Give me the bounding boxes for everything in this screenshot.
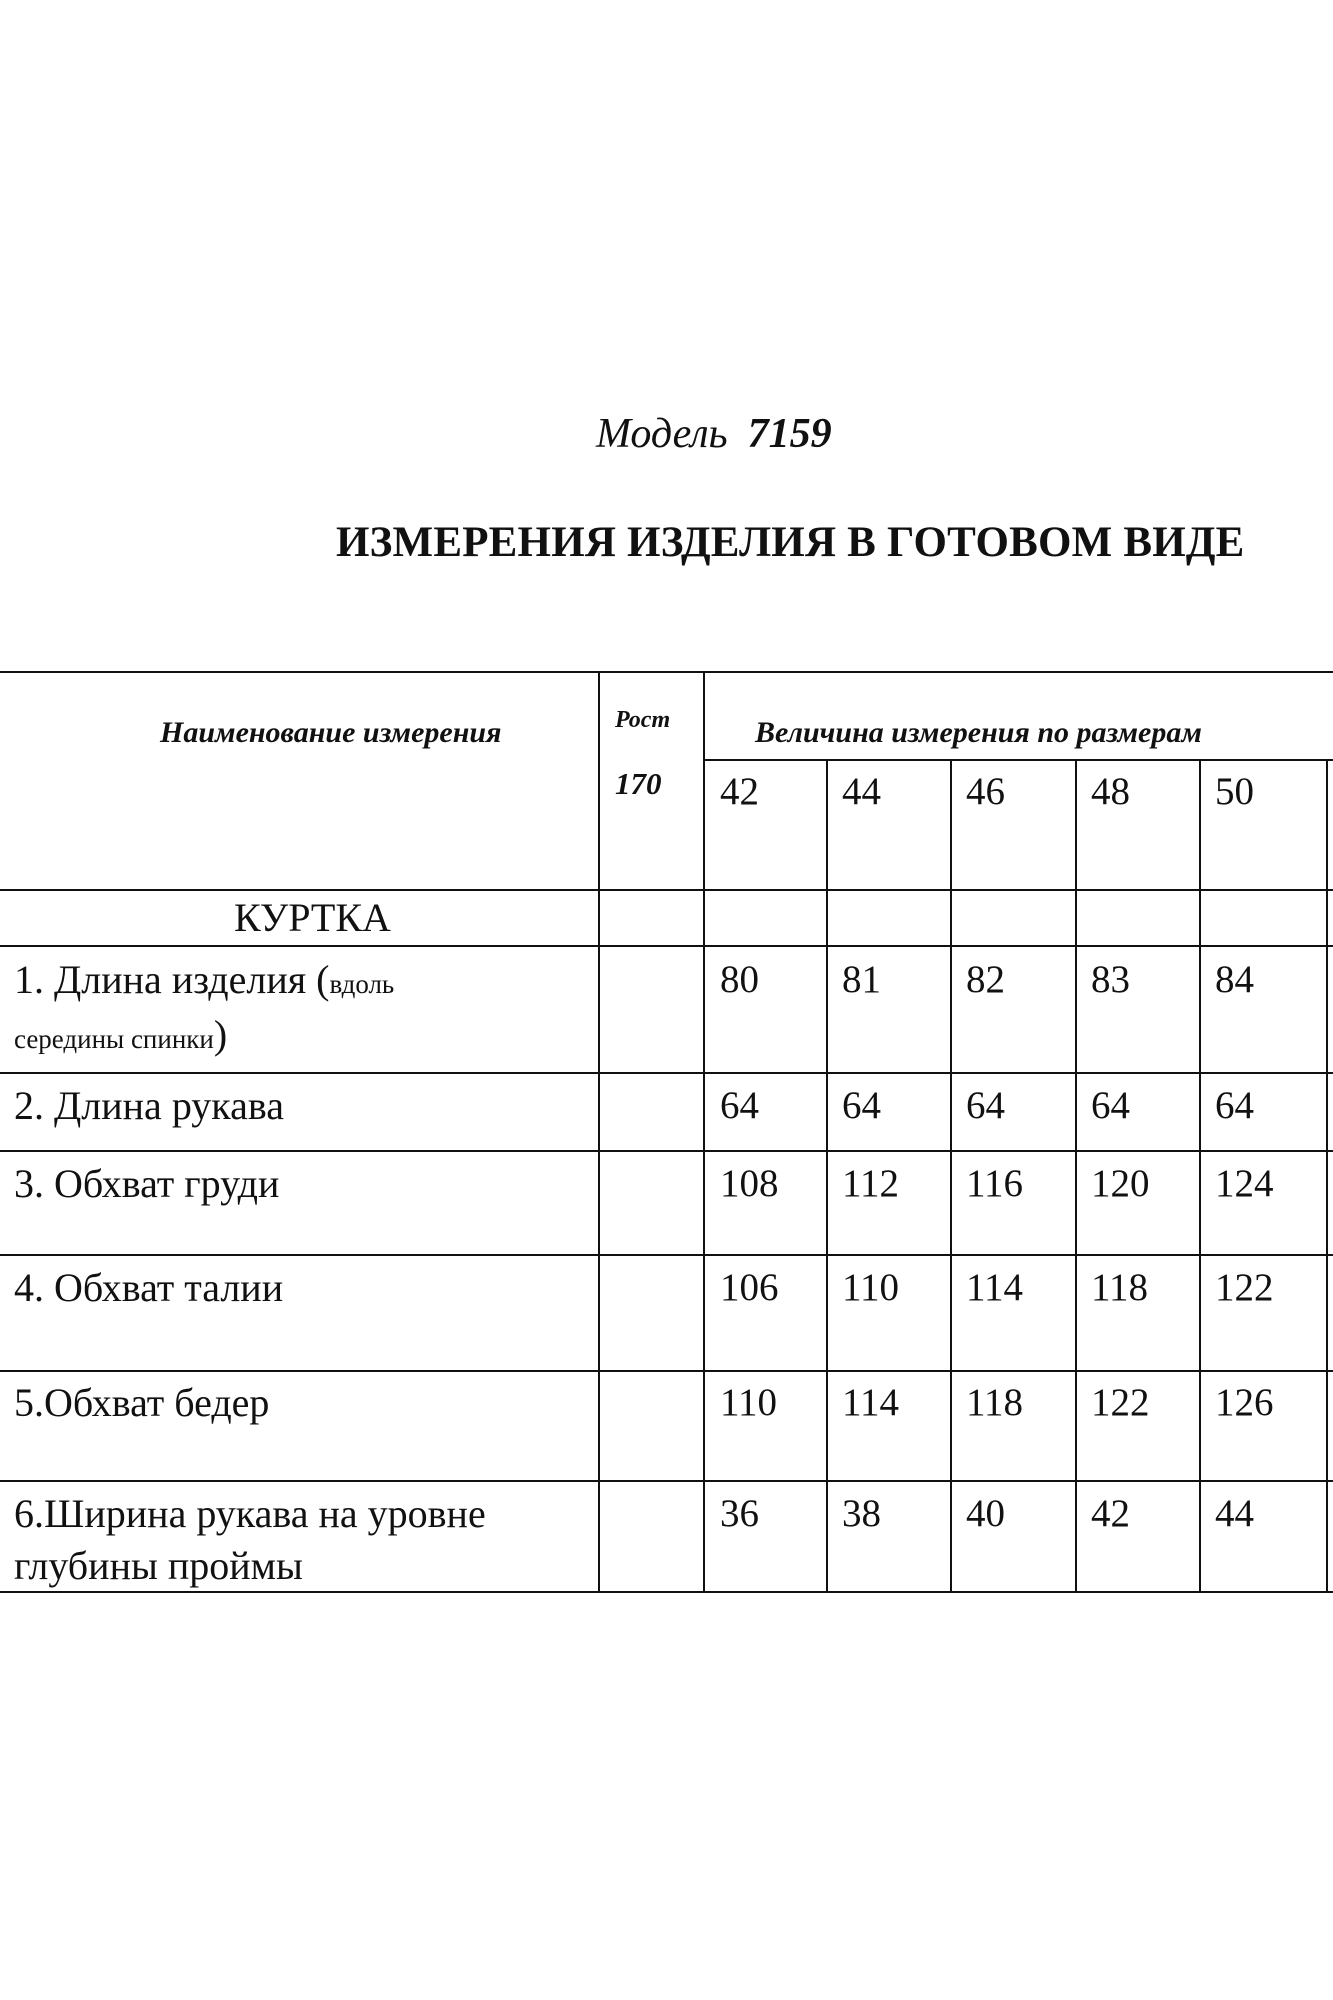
row-label-line2: глубины проймы	[14, 1543, 303, 1588]
size-header-cell: 42	[720, 770, 759, 813]
value-cell: 82	[966, 958, 1005, 1001]
value-cell: 114	[842, 1381, 900, 1424]
row-divider	[0, 1254, 1333, 1256]
column-divider	[1326, 759, 1328, 1593]
model-label: Модель	[596, 411, 728, 457]
header-measurement-name: Наименование измерения	[160, 716, 502, 749]
row-label: 3. Обхват груди	[14, 1161, 280, 1206]
header-height-label: Рост	[615, 707, 671, 733]
value-cell: 106	[720, 1266, 779, 1309]
row-divider	[0, 889, 1333, 891]
row-label: 6.Ширина рукава на уровне	[14, 1491, 486, 1536]
size-header-cell: 46	[966, 770, 1005, 813]
row-divider	[0, 1480, 1333, 1482]
column-divider	[826, 759, 828, 1593]
value-cell: 118	[966, 1381, 1024, 1424]
value-cell: 64	[720, 1084, 759, 1127]
value-cell: 114	[966, 1266, 1024, 1309]
column-divider	[1199, 759, 1201, 1593]
size-header-cell: 50	[1215, 770, 1254, 813]
model-line	[596, 410, 832, 458]
value-cell: 38	[842, 1492, 881, 1535]
value-cell: 40	[966, 1492, 1005, 1535]
header-height-value: 170	[615, 766, 662, 801]
value-cell: 126	[1215, 1381, 1274, 1424]
section-title: КУРТКА	[234, 895, 391, 940]
value-cell: 122	[1091, 1381, 1150, 1424]
value-cell: 81	[842, 958, 881, 1001]
column-divider	[703, 671, 705, 1593]
value-cell: 112	[842, 1162, 900, 1205]
value-cell: 122	[1215, 1266, 1274, 1309]
row-divider	[0, 1370, 1333, 1372]
value-cell: 80	[720, 958, 759, 1001]
value-cell: 44	[1215, 1492, 1254, 1535]
value-cell: 118	[1091, 1266, 1149, 1309]
value-cell: 36	[720, 1492, 759, 1535]
row-label: 1. Длина изделия (вдоль	[14, 957, 395, 1002]
column-divider	[598, 671, 600, 1593]
value-cell: 108	[720, 1162, 779, 1205]
row-label: 5.Обхват бедер	[14, 1380, 270, 1425]
document-heading: ИЗМЕРЕНИЯ ИЗДЕЛИЯ В ГОТОВОМ ВИДЕ	[336, 519, 1245, 566]
size-header-cell: 44	[842, 770, 881, 813]
column-divider	[1075, 759, 1077, 1593]
column-divider	[950, 759, 952, 1593]
value-cell: 110	[842, 1266, 900, 1309]
value-cell: 64	[842, 1084, 881, 1127]
value-cell: 64	[966, 1084, 1005, 1127]
row-divider	[0, 945, 1333, 947]
row-divider	[0, 1072, 1333, 1074]
value-cell: 83	[1091, 958, 1130, 1001]
size-header-cell: 48	[1091, 770, 1130, 813]
model-number: 7159	[747, 411, 832, 457]
row-label: 4. Обхват талии	[14, 1265, 284, 1310]
value-cell: 110	[720, 1381, 778, 1424]
value-cell: 64	[1215, 1084, 1254, 1127]
table-bottom-border	[0, 1591, 1333, 1593]
header-values-by-size: Величина измерения по размерам	[755, 716, 1202, 749]
row-divider	[0, 1150, 1333, 1152]
value-cell: 116	[966, 1162, 1024, 1205]
size-header-divider	[705, 759, 1333, 761]
value-cell: 84	[1215, 958, 1254, 1001]
row-label: 2. Длина рукава	[14, 1083, 284, 1128]
value-cell: 124	[1215, 1162, 1274, 1205]
value-cell: 120	[1091, 1162, 1150, 1205]
table-top-border	[0, 671, 1333, 673]
row-label-line2: середины спинки)	[14, 1012, 228, 1057]
value-cell: 64	[1091, 1084, 1130, 1127]
value-cell: 42	[1091, 1492, 1130, 1535]
